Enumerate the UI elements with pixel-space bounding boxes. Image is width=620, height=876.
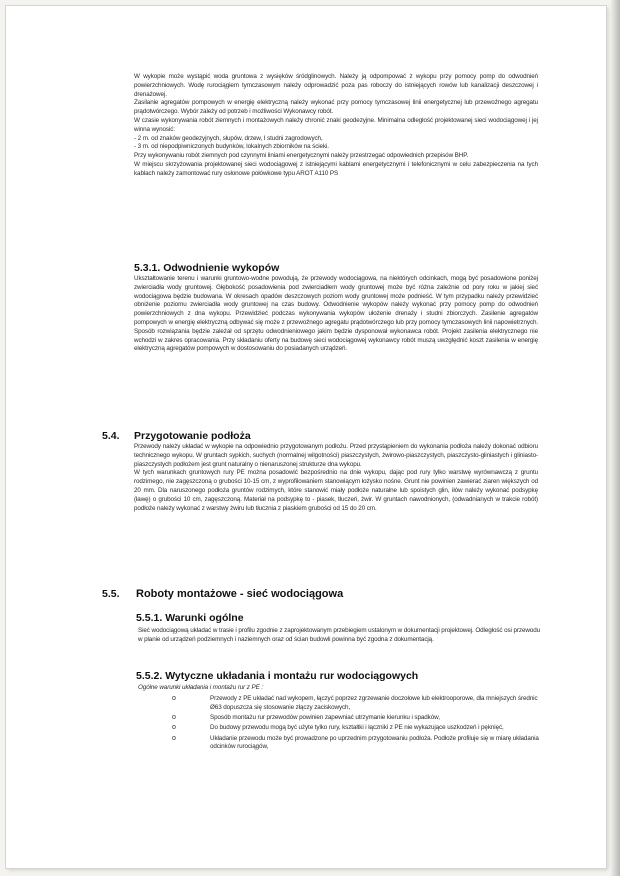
section-54-heading: Przygotowanie podłoża	[134, 430, 251, 442]
list-item-text: Do budowy przewodu mogą być użyte tylko rury, kształtki i łączniki z PE nie wykazujące uszkodzeń i pęknięć,	[210, 724, 504, 732]
section-55-heading: Roboty montażowe - sieć wodociągowa	[136, 588, 344, 600]
section-54-paragraph: Przewody należy układać w wykopie na odpowiednio przygotowanym podłożu. Przed przystąpieniem do wykonania podłoża należy dokonać odbioru technicznego wykopu. W gruntach sypkich, suchych (normalnej wilgotności) piaszczystych, żwirowo-piaszczystych, piaszczysto-gliniastych i gliniasto-piaszczystych podłożem jest grunt naturalny o nienaruszonej strukturze dna wykopu.	[134, 443, 538, 468]
intro-paragraph: Zasilanie agregatów pompowych w energię elektryczną należy wykonać przy pomocy tymczasowej linii energetycznej lub przewoźnego agregatu prądotwórczego. Wybór zależy od potrzeb i możliwości Wykonawcy robót.	[134, 99, 538, 116]
list-item	[172, 734, 542, 753]
section-552-subtitle: Ogólne warunki układania i montażu rur z PE :	[138, 684, 264, 691]
section-54-body	[134, 443, 538, 513]
bullet-marker: o	[172, 724, 176, 732]
section-54-paragraph: W tych warunkach gruntowych rury PE można posadowić bezpośrednio na dnie wykopu, dając pod rury tylko warstwę wyrównawczą z gruntu rodzimego, nie zagęszczoną o grubości 10-15 cm, z wyprofilowaniem stanowiącym łożysko nośne. Grunt nie powinien zawierać ziaren większych od 20 mm. Dla naruszonego podłoża gruntów rodzimych, które stanowić miały podłoże naturalne lub spoistych glin, iłów należy wykonać podsypkę (ławę) o grubości 10 cm, zagęszczoną. Materiał na podsypkę to - piasek, tłuczeń, żwir. W gruntach nawodnionych, (odwadnianych w trakcie robót) podłoże należy wykonać z warstwy żwiru lub tłucznia z piaskiem grubości od 15 do 20 cm.	[134, 469, 538, 512]
intro-list-item: - 3 m. od niepodpiwniczonych budynków, lokalnych zbiorników na ścieki.	[134, 143, 329, 151]
scan-edge-shadow	[610, 0, 620, 876]
section-552-heading: 5.5.2. Wytyczne układania i montażu rur wodociągowych	[136, 670, 419, 682]
intro-paragraph: W czasie wykonywania robót ziemnych i montażowych należy chronić znaki geodezyjne. Minimalna odległość projektowanej sieci wodociągowej i jej winna wynosić:	[134, 116, 538, 133]
bullet-marker: o	[172, 714, 176, 722]
list-item	[172, 695, 542, 713]
intro-paragraph: Przy wykonywaniu robót ziemnych pod czynnymi liniami energetycznymi należy przestrzegać odpowiednich przepisów BHP.	[134, 152, 469, 160]
intro-paragraph: W miejscu skrzyżowania projektowanej sieci wodociągowej z istniejącymi kablami energetycznymi i telefonicznymi w celu zabezpieczenia na tych kablach należy zamontować rury osłonowe połówkowe typu AROT A110 PS	[134, 160, 538, 177]
list-item-text: Układanie przewodu może być prowadzone po uprzednim przygotowaniu podłoża. Podłoże profiluje się w miarę układania odcinków rurociągów,	[210, 734, 539, 751]
section-551-body	[138, 627, 540, 645]
list-item	[172, 724, 542, 733]
section-531-paragraph: Ukształtowanie terenu i warunki gruntowo-wodne powodują, że przewody wodociągowa, na niektórych odcinkach, mogą być posadowione poniżej zwierciadła wody gruntowej. Głębokość posadowienia pod zwierciadłem wody gruntowej może być różna zależnie od pory roku w jakiej sieć wodociągowa będzie budowana. W okresach opadów deszczowych poziom wody gruntowej może podnieść. W tym przypadku należy przewidzieć obniżenie poziomu zwierciadła wody gruntowej na czas budowy. Odwodnienie wykopów należy wykonać przy pomocy pomp do odwodnień powierzchniowych z dna wykopu. Przewidzieć podczas wykonywania wykopów ułożenie drenaży i studni zbiorczych. Zasilenie agregatów pompowych w energię elektryczną odbywać się może z przewoźnego agregatu prądotwórczego lub przy pomocy tymczasowych linii napowietrznych. Sposób rozwiązania będzie zależał od sprzętu odwodnieniowego jakim będzie dysponował wykonawca robót. Projekt zasilenia elektrycznego nie wchodzi w zakres opracowania. Przy składaniu oferty na budowę sieci wodociągowej wykonawcy robót muszą uwzględnić koszt zasilenia w energię elektryczną agregatów pompowych w dostosowaniu do posiadanych urządzeń.	[134, 275, 538, 353]
list-item	[172, 714, 542, 723]
intro-list-item: - 2 m. od znaków geodezyjnych, słupów, drzew, I studni zagrodowych,	[134, 134, 323, 142]
section-551-paragraph: Sieć wodociągową układać w trasie i profilu zgodnie z zaprojektowanym przebiegiem ustalonym w dokumentacji projektowej. Odległość osi przewodu w planie od urządzeń podziemnych i naziemnych oraz od ścian budowli powinna być zgodna z dokumentacją.	[138, 627, 540, 643]
section-531-heading: 5.3.1. Odwodnienie wykopów	[134, 262, 280, 274]
intro-paragraph: W wykopie może wystąpić woda gruntowa z wysięków śródglinowych. Należy ją odpompować z wykopu przy pomocy pomp do odwodnień powierzchniowych. Wodę rurociągiem tymczasowym należy odprowadzić poza pas roboczy do istniejących rowów lub kanalizacji deszczowej i drenażowej.	[134, 73, 538, 98]
list-item-text: Przewody z PE układać nad wykopem, łączyć poprzez zgrzewanie doczołowe lub elektrooporowe, dla mniejszych średnic Ø63 dopuszcza się stosowanie złączy zaciskowych,	[210, 695, 538, 711]
section-55-number: 5.5.	[102, 588, 120, 600]
bullet-marker: o	[172, 734, 176, 742]
bullet-marker: o	[172, 695, 176, 702]
section-531-body	[134, 275, 538, 354]
section-54-number: 5.4.	[102, 430, 120, 442]
intro-text	[134, 73, 538, 179]
section-551-heading: 5.5.1. Warunki ogólne	[136, 612, 244, 624]
section-552-bullet-list	[172, 695, 542, 754]
list-item-text: Sposób montażu rur przewodów powinien zapewniać utrzymanie kierunku i spadków,	[210, 714, 440, 722]
